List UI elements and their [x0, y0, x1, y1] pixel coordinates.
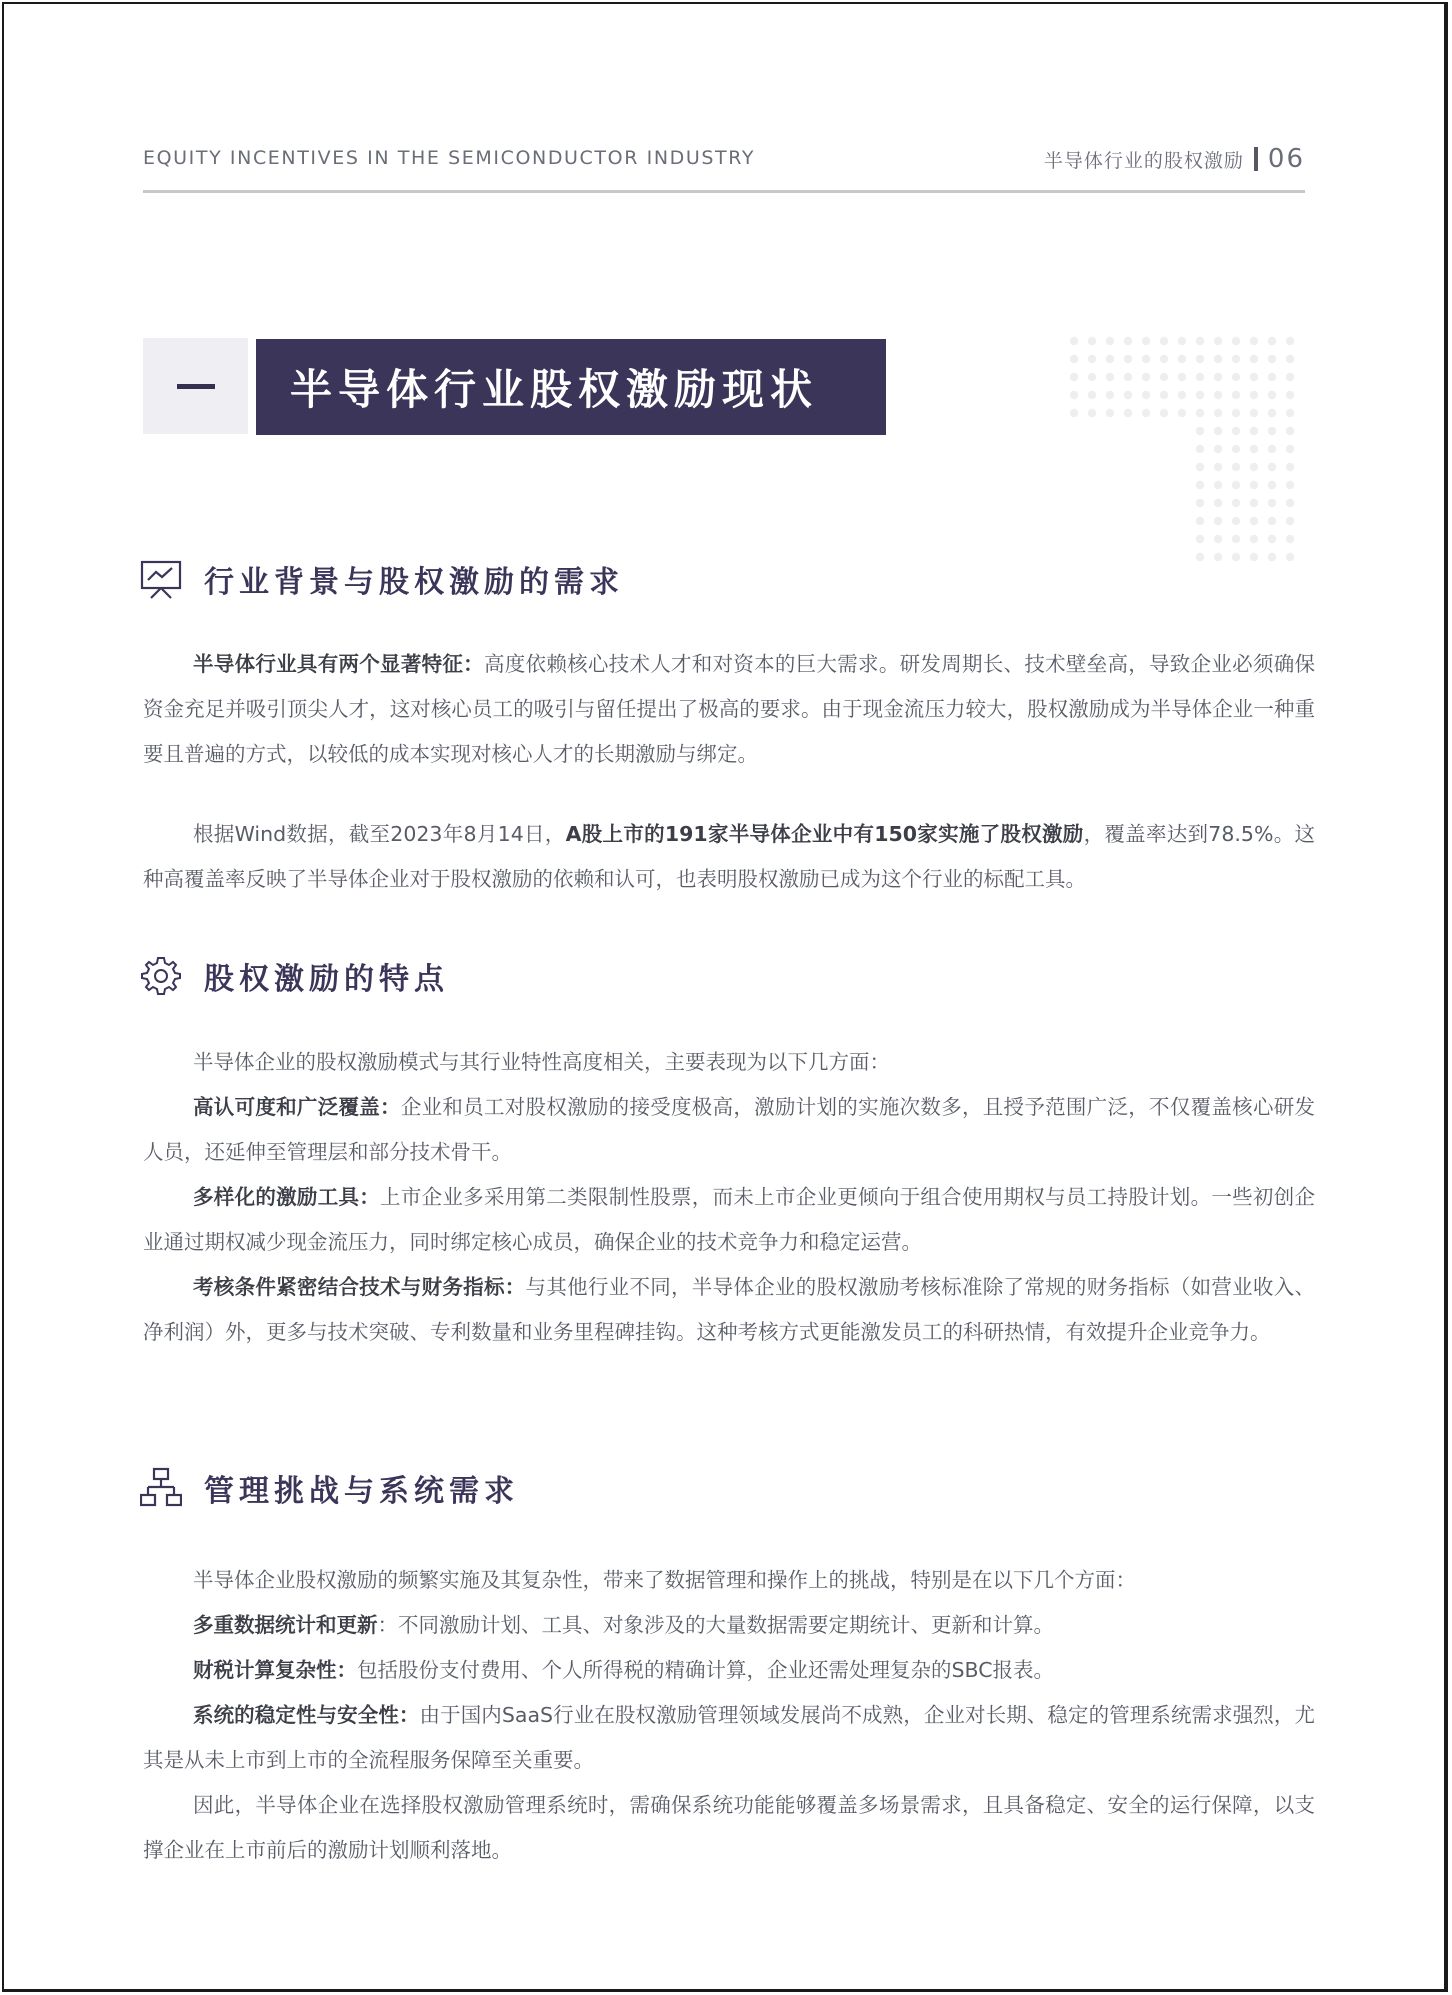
- paragraph-text-pre: 根据Wind数据，截至2023年8月14日，: [193, 822, 566, 846]
- decorative-dot: [1250, 445, 1258, 453]
- bold-highlight: A股上市的191家半导体企业中有150家实施了股权激励: [565, 822, 1084, 846]
- decorative-dot: [1268, 427, 1276, 435]
- decorative-dot: [1214, 463, 1222, 471]
- decorative-dot: [1088, 373, 1096, 381]
- chapter-title: 半导体行业股权激励现状: [256, 339, 886, 435]
- decorative-dot: [1232, 553, 1240, 561]
- item-text: 企业和员工对股权激励的接受度极高，激励计划的实施次数多，且授予范围广泛，不仅覆盖核心研发人员，还延伸至管理层和部分技术骨干。: [143, 1095, 1316, 1164]
- chapter-number-box: [143, 338, 248, 434]
- header-chinese-title: 半导体行业的股权激励: [1043, 149, 1244, 172]
- decorative-dot: [1178, 391, 1186, 399]
- decorative-dot: [1124, 337, 1132, 345]
- decorative-dot: [1088, 337, 1096, 345]
- decorative-dot: [1124, 355, 1132, 363]
- decorative-dot: [1268, 337, 1276, 345]
- decorative-dot: [1214, 427, 1222, 435]
- decorative-dot: [1268, 409, 1276, 417]
- decorative-dot: [1286, 409, 1294, 417]
- decorative-dot: [1196, 409, 1204, 417]
- decorative-dot: [1178, 337, 1186, 345]
- bold-lead: 多样化的激励工具：: [193, 1185, 381, 1209]
- decorative-dot: [1124, 373, 1132, 381]
- decorative-dot: [1196, 355, 1204, 363]
- decorative-dot: [1232, 499, 1240, 507]
- decorative-dot: [1286, 391, 1294, 399]
- section-1-paragraph-1: [143, 642, 1315, 777]
- section-3-conclusion: 因此，半导体企业在选择股权激励管理系统时，需确保系统功能能够覆盖多场景需求，且具备稳定、安全的运行保障，以支撑企业在上市前后的激励计划顺利落地。: [143, 1793, 1315, 1862]
- decorative-dot: [1088, 355, 1096, 363]
- decorative-dot: [1214, 445, 1222, 453]
- decorative-dot: [1106, 373, 1114, 381]
- decorative-dot: [1160, 391, 1168, 399]
- decorative-dot: [1088, 391, 1096, 399]
- section-header-industry-background: [140, 557, 624, 601]
- decorative-dot: [1142, 337, 1150, 345]
- decorative-dot: [1196, 445, 1204, 453]
- decorative-dot: [1070, 409, 1078, 417]
- decorative-dot: [1232, 355, 1240, 363]
- item-text: 由于国内SaaS行业在股权激励管理领域发展尚不成熟，企业对长期、稳定的管理系统需求强烈，尤其是从未上市到上市的全流程服务保障至关重要。: [143, 1703, 1315, 1772]
- section-2-body: [143, 1040, 1315, 1355]
- decorative-dot: [1250, 499, 1258, 507]
- decorative-dot: [1196, 499, 1204, 507]
- decorative-dot: [1268, 373, 1276, 381]
- decorative-dot: [1088, 409, 1096, 417]
- decorative-dot: [1070, 373, 1078, 381]
- paragraph-text-post: ，覆盖率达到78.5%。这种高覆盖率反映了半导体企业对于股权激励的依赖和认可，也表明股权激励已成为这个行业的标配工具。: [143, 822, 1315, 891]
- decorative-dot: [1196, 427, 1204, 435]
- decorative-dot: [1250, 553, 1258, 561]
- decorative-dot: [1268, 517, 1276, 525]
- section-title: 行业背景与股权激励的需求: [204, 565, 624, 600]
- decorative-dot: [1232, 463, 1240, 471]
- decorative-dot: [1250, 373, 1258, 381]
- decorative-dot: [1286, 499, 1294, 507]
- decorative-dot: [1142, 355, 1150, 363]
- decorative-dot: [1160, 373, 1168, 381]
- decorative-dot: [1196, 337, 1204, 345]
- list-item: [143, 1603, 1315, 1648]
- decorative-dot: [1250, 517, 1258, 525]
- decorative-dot: [1250, 535, 1258, 543]
- decorative-dot: [1070, 391, 1078, 399]
- bold-lead: 财税计算复杂性：: [193, 1658, 357, 1682]
- list-item: [143, 1648, 1315, 1693]
- decorative-dot: [1268, 499, 1276, 507]
- decorative-dot: [1268, 535, 1276, 543]
- decorative-dot: [1250, 409, 1258, 417]
- decorative-dot: [1196, 373, 1204, 381]
- decorative-dot: [1232, 481, 1240, 489]
- decorative-dot: [1196, 535, 1204, 543]
- decorative-dot: [1232, 517, 1240, 525]
- decorative-dot: [1286, 463, 1294, 471]
- decorative-dot: [1214, 499, 1222, 507]
- decorative-dot: [1214, 517, 1222, 525]
- decorative-dot: [1070, 355, 1078, 363]
- section-3-intro: 半导体企业股权激励的频繁实施及其复杂性，带来了数据管理和操作上的挑战，特别是在以下几个方面：: [193, 1568, 1136, 1592]
- decorative-dot: [1232, 337, 1240, 345]
- bold-lead: 多重数据统计和更新: [193, 1613, 378, 1637]
- decorative-dot: [1160, 337, 1168, 345]
- bold-lead: 半导体行业具有两个显著特征：: [193, 652, 484, 676]
- decorative-dot: [1106, 337, 1114, 345]
- item-text: 上市企业多采用第二类限制性股票，而未上市企业更倾向于组合使用期权与员工持股计划。一些初创企业通过期权减少现金流压力，同时绑定核心成员，确保企业的技术竞争力和稳定运营。: [143, 1185, 1315, 1254]
- decorative-dot: [1268, 445, 1276, 453]
- decorative-dot: [1250, 481, 1258, 489]
- decorative-dot: [1286, 355, 1294, 363]
- decorative-dot: [1214, 337, 1222, 345]
- decorative-dot: [1214, 481, 1222, 489]
- section-header-characteristics: [140, 954, 449, 998]
- decorative-dot: [1268, 463, 1276, 471]
- decorative-dot: [1232, 391, 1240, 399]
- decorative-dot: [1142, 391, 1150, 399]
- decorative-dot: [1286, 553, 1294, 561]
- decorative-dot: [1250, 355, 1258, 363]
- decorative-dot: [1196, 481, 1204, 489]
- decorative-dot: [1124, 409, 1132, 417]
- decorative-dot: [1214, 535, 1222, 543]
- header-right: [1044, 144, 1305, 174]
- decorative-dot: [1160, 409, 1168, 417]
- decorative-dot: [1214, 553, 1222, 561]
- decorative-dot: [1214, 409, 1222, 417]
- chapter-number: [177, 384, 215, 389]
- item-text: 包括股份支付费用、个人所得税的精确计算，企业还需处理复杂的SBC报表。: [357, 1658, 1055, 1682]
- decorative-dot: [1250, 337, 1258, 345]
- decorative-dot: [1214, 391, 1222, 399]
- gear-icon: [140, 955, 182, 997]
- decorative-dot: [1268, 355, 1276, 363]
- bold-lead: 高认可度和广泛覆盖：: [193, 1095, 401, 1119]
- decorative-dot: [1106, 409, 1114, 417]
- page-number: 06: [1267, 144, 1305, 174]
- decorative-dot: [1286, 337, 1294, 345]
- list-item: [143, 1175, 1315, 1265]
- decorative-dot: [1286, 427, 1294, 435]
- decorative-dot: [1178, 355, 1186, 363]
- presentation-board-icon: [140, 558, 182, 600]
- decorative-dot: [1232, 535, 1240, 543]
- section-header-management-challenges: [140, 1466, 519, 1510]
- page-header: [143, 142, 1305, 193]
- decorative-dot: [1196, 517, 1204, 525]
- decorative-dot: [1214, 355, 1222, 363]
- item-text: 与其他行业不同，半导体企业的股权激励考核标准除了常规的财务指标（如营业收入、净利润）外，更多与技术突破、专利数量和业务里程碑挂钩。这种考核方式更能激发员工的科研热情，有效提升企业竞争力。: [143, 1275, 1316, 1344]
- item-text: ：不同激励计划、工具、对象涉及的大量数据需要定期统计、更新和计算。: [377, 1613, 1054, 1637]
- decorative-dot: [1268, 481, 1276, 489]
- decorative-dot: [1142, 373, 1150, 381]
- decorative-dot: [1250, 463, 1258, 471]
- decorative-dot: [1232, 445, 1240, 453]
- decorative-dot: [1142, 409, 1150, 417]
- list-item: [143, 1085, 1315, 1175]
- decorative-dot: [1106, 355, 1114, 363]
- decorative-dot: [1286, 373, 1294, 381]
- decorative-dot: [1178, 373, 1186, 381]
- decorative-dot: [1124, 391, 1132, 399]
- decorative-dot: [1232, 409, 1240, 417]
- decorative-dot: [1178, 409, 1186, 417]
- decorative-dot: [1268, 391, 1276, 399]
- decorative-dot: [1196, 391, 1204, 399]
- bold-lead: 考核条件紧密结合技术与财务指标：: [193, 1275, 526, 1299]
- section-3-body: [143, 1558, 1315, 1873]
- bold-lead: 系统的稳定性与安全性：: [193, 1703, 420, 1727]
- decorative-dot: [1286, 517, 1294, 525]
- decorative-dot: [1070, 337, 1078, 345]
- decorative-dot: [1196, 463, 1204, 471]
- paragraph-text: 高度依赖核心技术人才和对资本的巨大需求。研发周期长、技术壁垒高，导致企业必须确保资金充足并吸引顶尖人才，这对核心员工的吸引与留任提出了极高的要求。由于现金流压力较大，股权激励成为半导体企业一种重要且普遍的方式，以较低的成本实现对核心人才的长期激励与绑定。: [143, 652, 1316, 766]
- decorative-dot: [1250, 427, 1258, 435]
- decorative-dot: [1286, 445, 1294, 453]
- section-title: 股权激励的特点: [204, 962, 449, 997]
- decorative-dot-grid: [1068, 335, 1308, 575]
- decorative-dot: [1250, 391, 1258, 399]
- decorative-dot: [1268, 553, 1276, 561]
- decorative-dot: [1196, 553, 1204, 561]
- decorative-dot: [1214, 373, 1222, 381]
- section-2-intro: 半导体企业的股权激励模式与其行业特性高度相关，主要表现为以下几方面：: [193, 1050, 890, 1074]
- org-chart-icon: [140, 1467, 182, 1509]
- decorative-dot: [1232, 373, 1240, 381]
- decorative-dot: [1232, 427, 1240, 435]
- list-item: [143, 1265, 1315, 1355]
- decorative-dot: [1160, 355, 1168, 363]
- decorative-dot: [1106, 391, 1114, 399]
- section-1-paragraph-2: [143, 812, 1315, 902]
- header-english-title: EQUITY INCENTIVES IN THE SEMICONDUCTOR INDUSTRY: [143, 147, 756, 169]
- decorative-dot: [1286, 481, 1294, 489]
- section-title: 管理挑战与系统需求: [204, 1474, 519, 1509]
- decorative-dot: [1286, 535, 1294, 543]
- header-separator: [1254, 147, 1258, 171]
- list-item: [143, 1693, 1315, 1783]
